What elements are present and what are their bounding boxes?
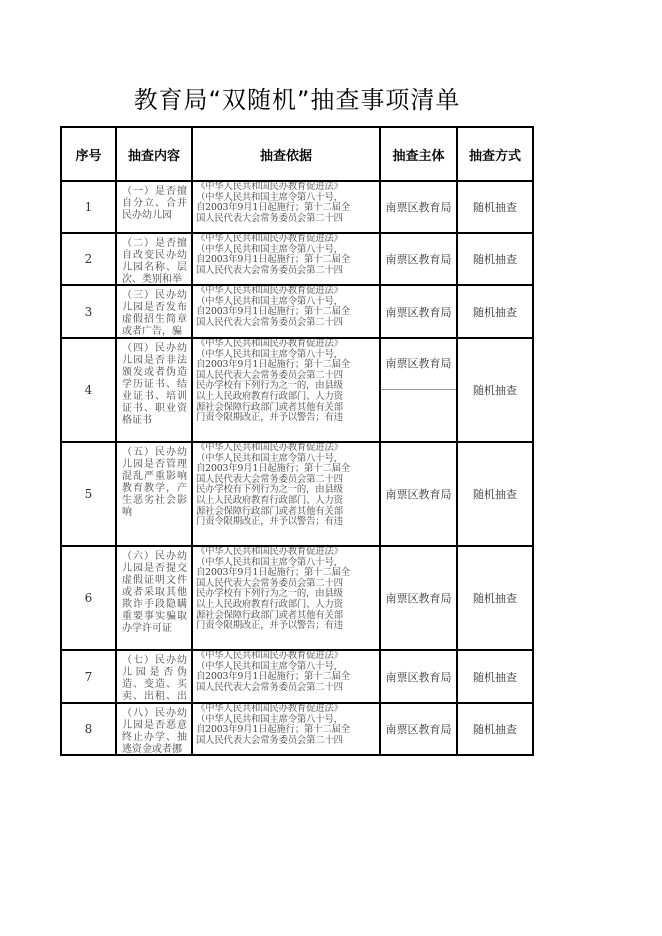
row-subject: 南票区教育局 [385,253,452,266]
grid-line-horizontal [60,232,534,234]
row-content: （四）民办幼儿园是否非法颁发或者伪造学历证书、结业证书、培训证书、职业资格证书 [122,343,187,426]
row-mode: 随机抽查 [473,670,517,684]
row-no: 5 [84,487,93,501]
row-no: 8 [84,722,93,736]
row-basis: 《中华人民共和国民办教育促进法》 （中华人民共和国主席令第八十号， 自2003年9月1日起施行；第十二届全 国人民代表大会常务委员会第二十四 [196,234,350,276]
row-basis: 《中华人民共和国民办教育促进法》 （中华人民共和国主席令第八十号， 自2003年9月1日起施行；第十二届全 国人民代表大会常务委员会第二十四 [196,286,350,328]
header-content: 抽查内容 [127,148,180,164]
row-mode: 随机抽查 [473,384,517,397]
grid-line-vertical [379,126,381,756]
grid-line-horizontal [60,754,534,756]
row-subject: 南票区教育局 [385,488,452,501]
row-content: （六）民办幼儿园是否提交虚假证明文件或者采取其他欺诈手段隐瞒重要事实骗取办学许可证 [122,551,187,634]
header-basis: 抽查依据 [259,148,312,164]
row-content: （二）是否擅自改变民办幼儿园名称、层次、类别和举 [122,238,187,284]
row-no: 2 [84,252,93,266]
grid-line-vertical [532,126,534,756]
grid-line-horizontal [60,441,534,443]
row-content: （七）民办幼儿园是否伪造、变造、买卖、出租、出 [122,655,187,702]
row-content: （八）民办幼儿园是否恶意终止办学、抽逃资金或者挪 [122,708,187,754]
row-no: 6 [84,591,93,605]
row-basis: 《中华人民共和国民办教育促进法》 （中华人民共和国主席令第八十号， 自2003年9月1日起施行；第十二届全 国人民代表大会常务委员会第二十四 民办学校有下列行为之一的，由县级 以上人民政府教育行政部门、人力资 源社会保障行政部门或者其他有关部 门责令限期改正，并予以警告；有违 [196,339,350,424]
row-subject: 南票区教育局 [385,592,452,605]
grid-line-vertical [191,126,193,756]
row-basis: 《中华人民共和国民办教育促进法》 （中华人民共和国主席令第八十号， 自2003年9月1日起施行；第十二届全 国人民代表大会常务委员会第二十四 [196,651,350,693]
row-mode: 随机抽查 [473,592,517,605]
row-basis: 《中华人民共和国民办教育促进法》 （中华人民共和国主席令第八十号， 自2003年9月1日起施行；第十二届全 国人民代表大会常务委员会第二十四 民办学校有下列行为之一的，由县级 以上人民政府教育行政部门、人力资 源社会保障行政部门或者其他有关部 门责令限期改正，并予以警告；有违 [196,443,350,528]
grid-line-horizontal [60,126,534,128]
grid-line-horizontal [60,180,534,182]
row-subject: 南票区教育局 [385,357,452,370]
row-basis: 《中华人民共和国民办教育促进法》 （中华人民共和国主席令第八十号， 自2003年9月1日起施行；第十二届全 国人民代表大会常务委员会第二十四 [196,704,350,746]
row-no: 4 [84,383,93,397]
row-content: （三）民办幼儿园是否发布虚假招生简章或者广告，骗 [122,290,187,337]
row-subject: 南票区教育局 [385,305,452,319]
grid-line-vertical [115,126,117,756]
row-content: （一）是否擅自分立、合并民办幼儿园 [122,186,187,221]
header-subject: 抽查主体 [392,148,445,164]
row-subject: 南票区教育局 [385,201,452,214]
row-no: 7 [84,669,93,684]
row-mode: 随机抽查 [473,723,517,736]
grid-line-horizontal [60,702,534,704]
row-mode: 随机抽查 [473,488,517,501]
grid-line-horizontal [60,337,534,339]
grid-line-vertical [456,126,458,756]
row-content: （五）民办幼儿园是否管理混乱严重影响教育教学，产生恶劣社会影响 [122,447,187,518]
grid-line-horizontal [60,284,534,286]
row-subject: 南票区教育局 [385,723,452,736]
row-basis: 《中华人民共和国民办教育促进法》 （中华人民共和国主席令第八十号， 自2003年9月1日起施行；第十二届全 国人民代表大会常务委员会第二十四 民办学校有下列行为之一的，由县级 以上人民政府教育行政部门、人力资 源社会保障行政部门或者其他有关部 门责令限期改正，并予以警告；有违 [196,547,350,632]
grid-line-vertical [60,126,62,756]
cell-divider [381,389,456,390]
row-basis: 《中华人民共和国民办教育促进法》 （中华人民共和国主席令第八十号， 自2003年9月1日起施行；第十二届全 国人民代表大会常务委员会第二十四 [196,182,350,224]
header-no: 序号 [75,148,102,164]
row-mode: 随机抽查 [473,201,517,214]
row-no: 3 [84,304,93,319]
grid-line-horizontal [60,649,534,651]
page-title: 教育局“双随机”抽查事项清单 [133,86,461,114]
row-mode: 随机抽查 [473,253,517,266]
row-subject: 南票区教育局 [385,670,452,684]
row-no: 1 [84,200,93,214]
row-mode: 随机抽查 [473,305,517,319]
header-mode: 抽查方式 [468,148,521,164]
grid-line-horizontal [60,545,534,547]
